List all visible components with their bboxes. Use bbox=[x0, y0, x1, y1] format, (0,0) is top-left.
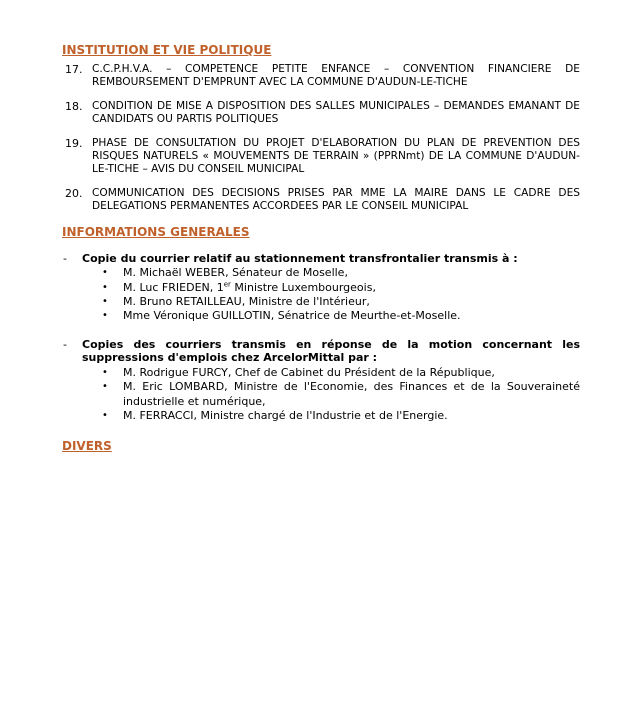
bullet-icon: • bbox=[102, 310, 108, 322]
list-item bbox=[102, 266, 580, 280]
agenda-item-text: C.C.P.H.V.A. – COMPETENCE PETITE ENFANCE – CONVENTION FINANCIERE DE REMBOURSEMENT D'EMPRUNT AVEC LA COMMUNE D'AUDUN-LE-TICHE bbox=[92, 63, 580, 89]
agenda-item-19 bbox=[62, 137, 580, 177]
agenda-item-text: COMMUNICATION DES DECISIONS PRISES PAR MME LA MAIRE DANS LE CADRE DES DELEGATIONS PERMANENTES ACCORDEES PAR LE CONSEIL MUNICIPAL bbox=[92, 186, 580, 213]
agenda-item-17 bbox=[62, 63, 580, 90]
list-item bbox=[102, 380, 580, 409]
recipient-list bbox=[62, 366, 580, 424]
dash-marker: - bbox=[63, 251, 67, 265]
document-page bbox=[62, 38, 580, 454]
bullet-icon: • bbox=[102, 267, 108, 279]
list-item-text: M. Luc FRIEDEN, 1er Ministre Luxembourgeois, bbox=[123, 280, 376, 294]
section-title-institution: INSTITUTION ET VIE POLITIQUE bbox=[62, 43, 272, 57]
agenda-item-20 bbox=[62, 187, 580, 214]
agenda-item-number: 20. bbox=[65, 186, 83, 200]
bullet-icon: • bbox=[102, 281, 108, 293]
agenda-item-number: 17. bbox=[65, 63, 83, 76]
agenda-item-number: 19. bbox=[65, 136, 83, 150]
list-item-text: M. Michaël WEBER, Sénateur de Moselle, bbox=[123, 266, 348, 280]
agenda-list bbox=[62, 63, 580, 214]
list-item bbox=[102, 281, 580, 295]
bullet-icon: • bbox=[102, 410, 108, 422]
info-block-stationnement bbox=[62, 252, 580, 324]
list-item-text: M. Rodrigue FURCY, Chef de Cabinet du Président de la République, bbox=[123, 366, 495, 380]
agenda-item-18 bbox=[62, 100, 580, 127]
list-item bbox=[102, 309, 580, 323]
bullet-icon: • bbox=[102, 296, 108, 308]
bullet-icon: • bbox=[102, 381, 108, 393]
section-title-divers: DIVERS bbox=[62, 438, 112, 453]
list-item-text: Mme Véronique GUILLOTIN, Sénatrice de Meurthe-et-Moselle. bbox=[123, 309, 461, 323]
list-item-text: M. Eric LOMBARD, Ministre de l'Economie, des Finances et de la Souveraineté industrielle et numérique, bbox=[123, 380, 580, 408]
list-item-text: M. Bruno RETAILLEAU, Ministre de l'Intérieur, bbox=[123, 295, 370, 309]
list-item bbox=[102, 366, 580, 380]
agenda-item-text: PHASE DE CONSULTATION DU PROJET D'ELABORATION DU PLAN DE PREVENTION DES RISQUES NATURELS « MOUVEMENTS DE TERRAIN » (PPRNmt) DE LA COMMUNE D'AUDUN-LE-TICHE – AVIS DU CONSEIL MUNICIPAL bbox=[92, 136, 580, 176]
agenda-item-text: CONDITION DE MISE A DISPOSITION DES SALLES MUNICIPALES – DEMANDES EMANANT DE CANDIDATS OU PARTIS POLITIQUES bbox=[92, 99, 580, 126]
info-block-title: Copies des courriers transmis en réponse de la motion concernant les suppressions d'emplois chez ArcelorMittal par : bbox=[82, 337, 580, 365]
agenda-item-number: 18. bbox=[65, 99, 83, 113]
list-item bbox=[102, 409, 580, 423]
bullet-icon: • bbox=[102, 367, 108, 379]
info-block-arcelormittal bbox=[62, 338, 580, 424]
info-block-title: Copie du courrier relatif au stationnement transfrontalier transmis à : bbox=[82, 251, 518, 265]
dash-marker: - bbox=[63, 337, 67, 351]
list-item-text: M. FERRACCI, Ministre chargé de l'Industrie et de l'Energie. bbox=[123, 409, 448, 423]
recipient-list bbox=[62, 266, 580, 324]
list-item bbox=[102, 295, 580, 309]
section-title-informations: INFORMATIONS GENERALES bbox=[62, 224, 250, 239]
